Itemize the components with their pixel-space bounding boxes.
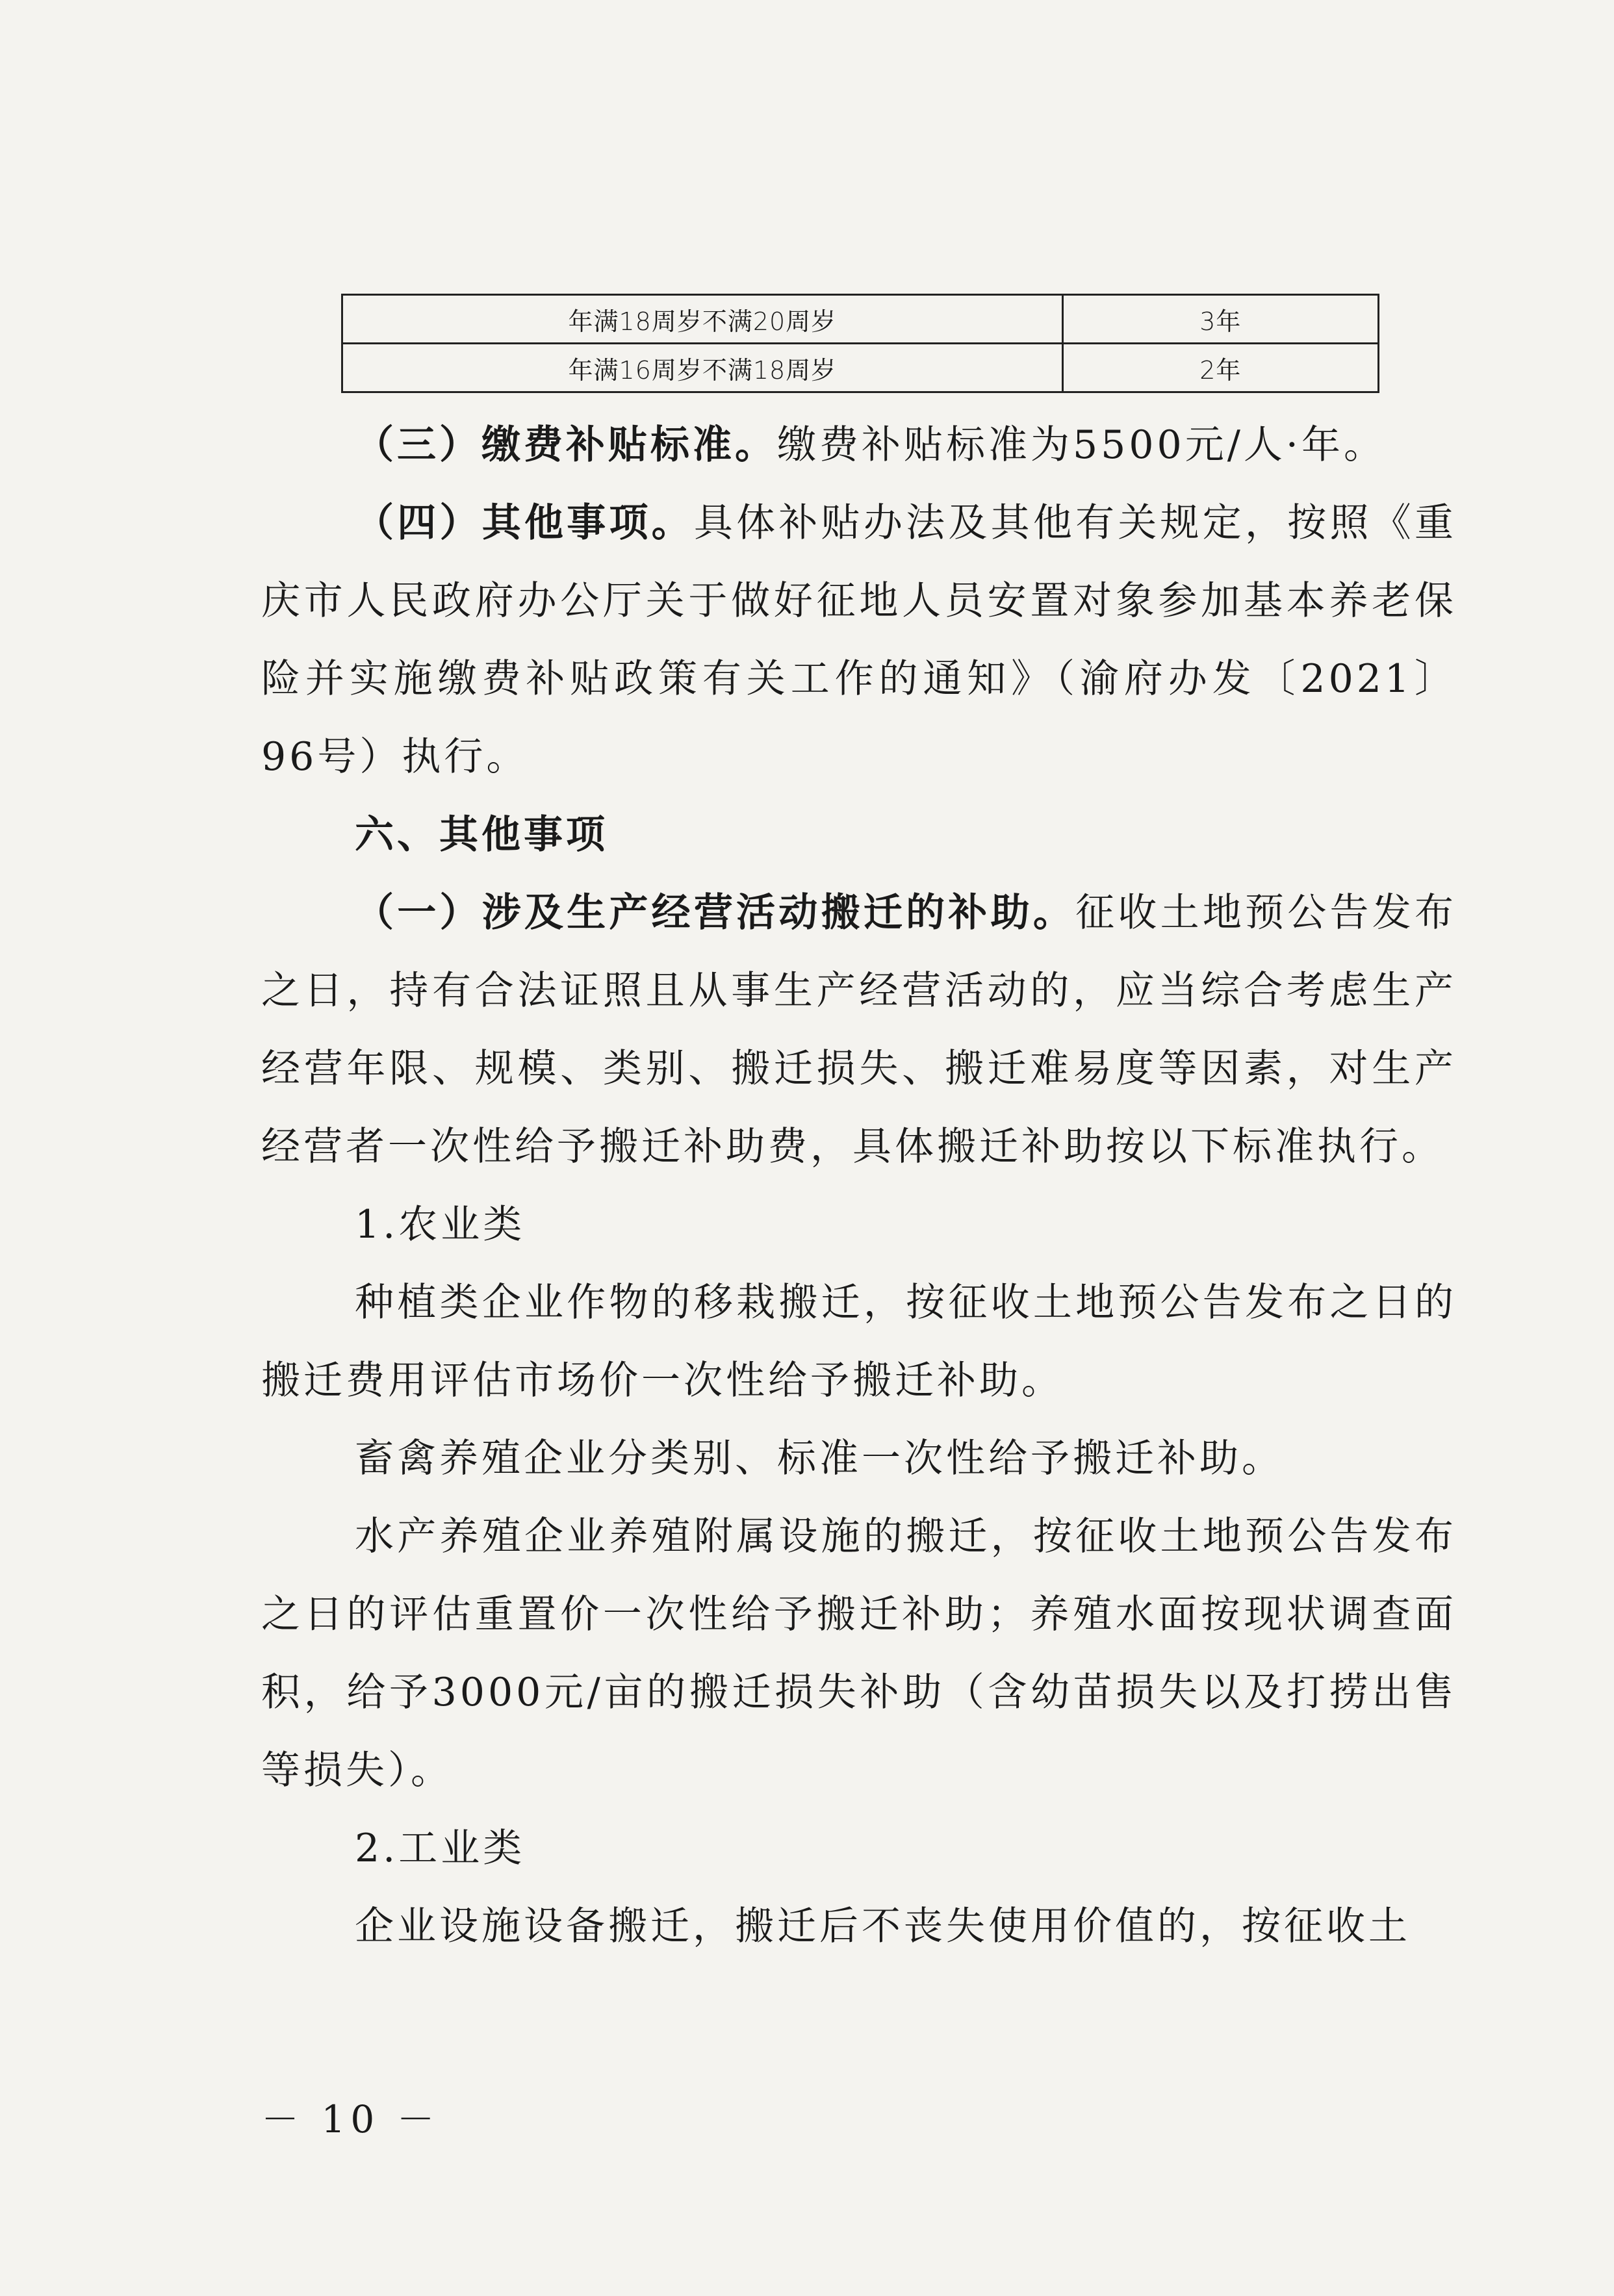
table-row xyxy=(342,344,1379,392)
table-cell-condition: 年满18周岁不满20周岁 xyxy=(342,295,1063,344)
paragraph-contribution-subsidy xyxy=(261,406,1457,484)
subheading-agriculture: 1.农业类 xyxy=(355,1202,526,1247)
paragraph-lead: （一）涉及生产经营活动搬迁的补助。 xyxy=(355,890,1076,936)
document-body xyxy=(261,406,1457,1965)
paragraph-text: 缴费补贴标准为5500元/人·年。 xyxy=(777,422,1386,468)
paragraph-other-matters xyxy=(261,484,1457,796)
paragraph-lead: （四）其他事项。 xyxy=(355,500,694,546)
subheading-industry: 2.工业类 xyxy=(355,1826,526,1871)
paragraph-aquaculture: 水产养殖企业养殖附属设施的搬迁，按征收土地预公告发布之日的评估重置价一次性给予搬迁补助；养殖水面按现状调查面积，给予3000元/亩的搬迁损失补助（含幼苗损失以及打捞出售等损失）。 xyxy=(261,1514,1457,1793)
table-cell-years: 3年 xyxy=(1062,295,1378,344)
paragraph-equipment: 企业设施设备搬迁，搬迁后不丧失使用价值的，按征收土 xyxy=(355,1904,1411,1949)
paragraph-planting: 种植类企业作物的移栽搬迁，按征收土地预公告发布之日的搬迁费用评估市场价一次性给予搬迁补助。 xyxy=(261,1280,1457,1403)
paragraph-lead: （三）缴费补贴标准。 xyxy=(355,422,777,468)
paragraph-text: 征收土地预公告发布之日，持有合法证照且从事生产经营活动的，应当综合考虑生产经营年限、规模、类别、搬迁损失、搬迁难易度等因素，对生产经营者一次性给予搬迁补助费，具体搬迁补助按以下标准执行。 xyxy=(261,890,1457,1169)
table-row xyxy=(342,295,1379,344)
table-cell-years: 2年 xyxy=(1062,344,1378,392)
page-number: － 10 － xyxy=(261,2097,440,2141)
section-heading: 六、其他事项 xyxy=(355,812,608,858)
paragraph-text: 具体补贴办法及其他有关规定，按照《重庆市人民政府办公厅关于做好征地人员安置对象参加基本养老保险并实施缴费补贴政策有关工作的通知》（渝府办发〔2021〕96号）执行。 xyxy=(261,500,1457,780)
paragraph-relocation-subsidy xyxy=(261,874,1457,1186)
table-cell-condition: 年满16周岁不满18周岁 xyxy=(342,344,1063,392)
age-years-table xyxy=(341,294,1379,393)
paragraph-livestock: 畜禽养殖企业分类别、标准一次性给予搬迁补助。 xyxy=(355,1436,1284,1481)
